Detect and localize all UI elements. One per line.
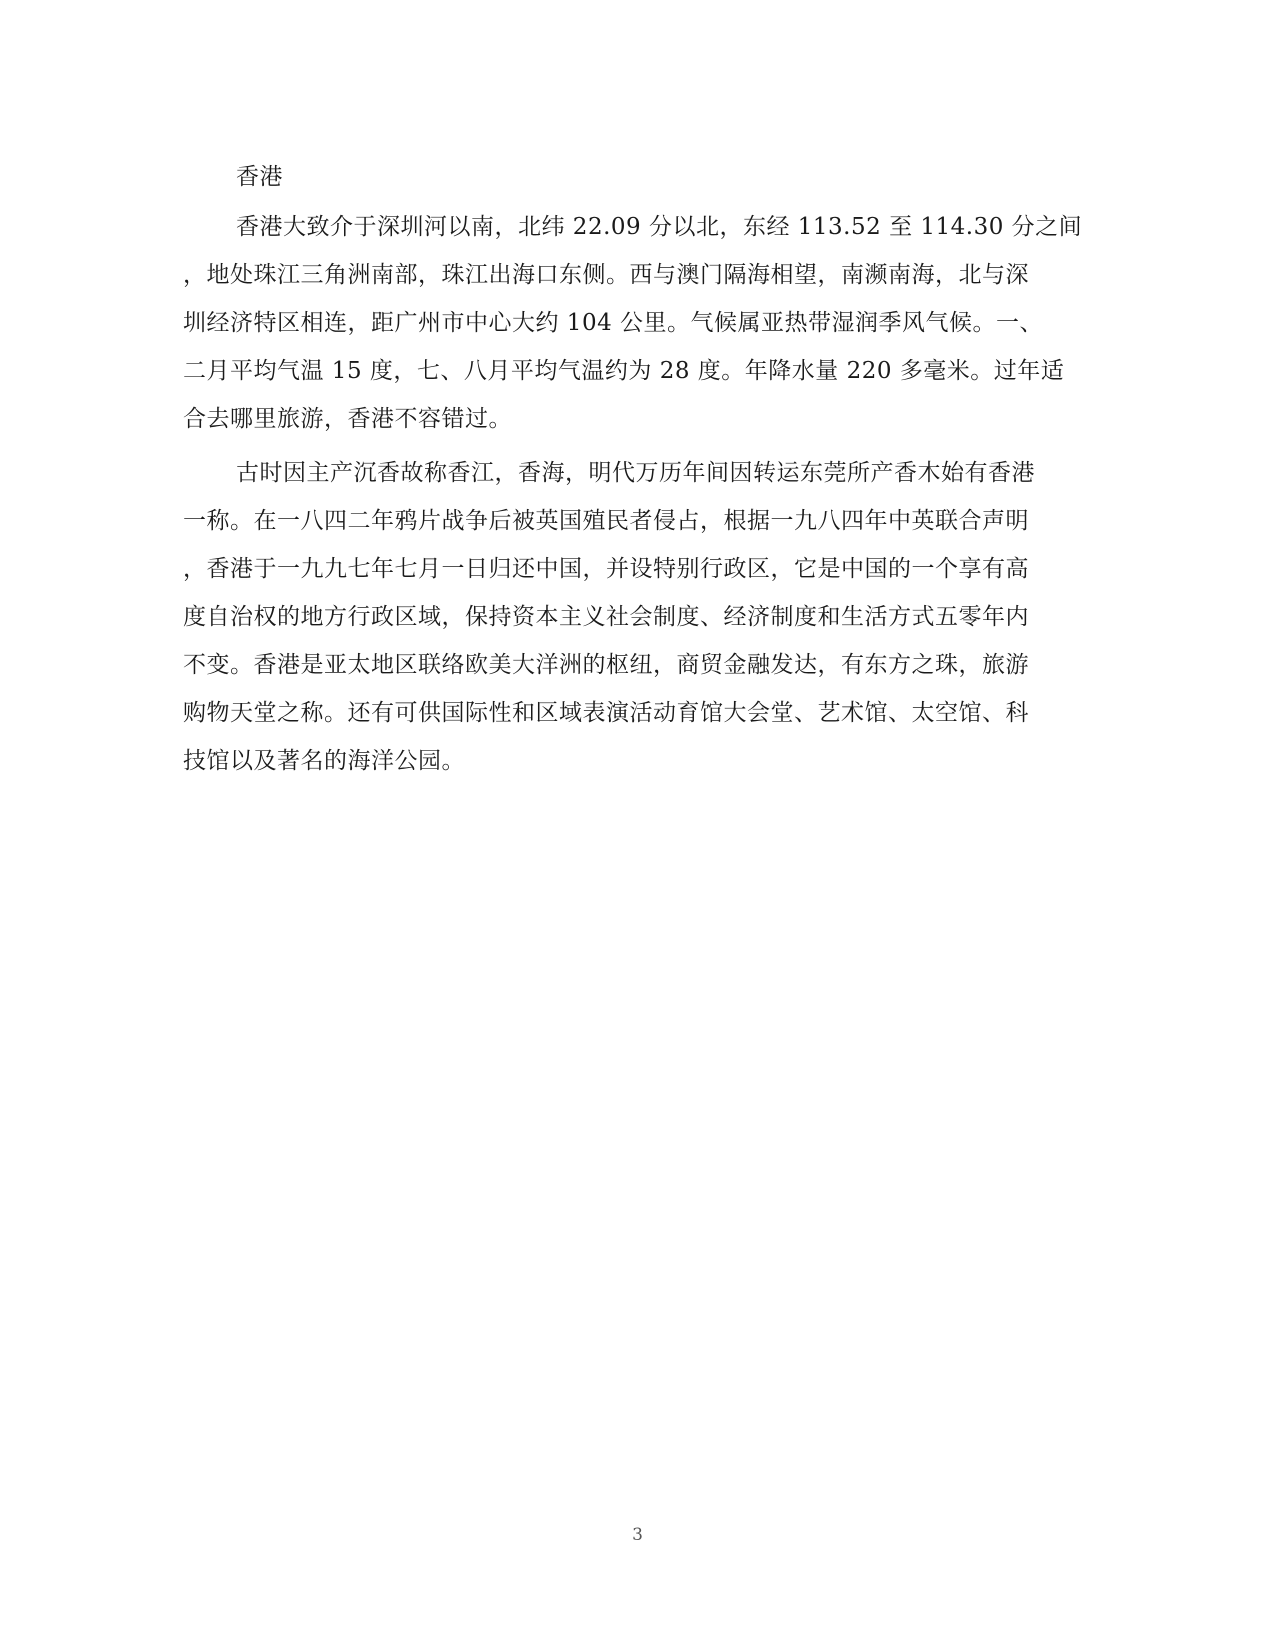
document-title: 香港 — [236, 164, 283, 190]
paragraph-line: 购物天堂之称。还有可供国际性和区域表演活动育馆大会堂、艺术馆、太空馆、科 — [183, 700, 1029, 726]
paragraph-line: 技馆以及著名的海洋公园。 — [183, 748, 465, 774]
page-number: 3 — [632, 1525, 643, 1545]
paragraph-line: ，香港于一九九七年七月一日归还中国，并设特别行政区，它是中国的一个享有高 — [183, 556, 1029, 582]
paragraph-line: 圳经济特区相连，距广州市中心大约 104 公里。气候属亚热带湿润季风气候。一、 — [183, 310, 1044, 336]
paragraph-line: 一称。在一八四二年鸦片战争后被英国殖民者侵占，根据一九八四年中英联合声明 — [183, 508, 1029, 534]
paragraph-line: 合去哪里旅游，香港不容错过。 — [183, 406, 512, 432]
document-body — [183, 153, 1093, 791]
paragraph-line: ，地处珠江三角洲南部，珠江出海口东侧。西与澳门隔海相望，南濒南海，北与深 — [183, 262, 1029, 288]
paragraph-location — [183, 203, 1093, 443]
paragraph-line: 香港大致介于深圳河以南，北纬 22.09 分以北，东经 113.52 至 114.30 分之间 — [236, 214, 1083, 240]
paragraph-line: 不变。香港是亚太地区联络欧美大洋洲的枢纽，商贸金融发达，有东方之珠，旅游 — [183, 652, 1029, 678]
paragraph-history — [183, 449, 1093, 785]
paragraph-line: 古时因主产沉香故称香江，香海，明代万历年间因转运东莞所产香木始有香港 — [236, 460, 1035, 486]
paragraph-line: 二月平均气温 15 度，七、八月平均气温约为 28 度。年降水量 220 多毫米。过年适 — [183, 358, 1065, 384]
paragraph-line: 度自治权的地方行政区域，保持资本主义社会制度、经济制度和生活方式五零年内 — [183, 604, 1029, 630]
